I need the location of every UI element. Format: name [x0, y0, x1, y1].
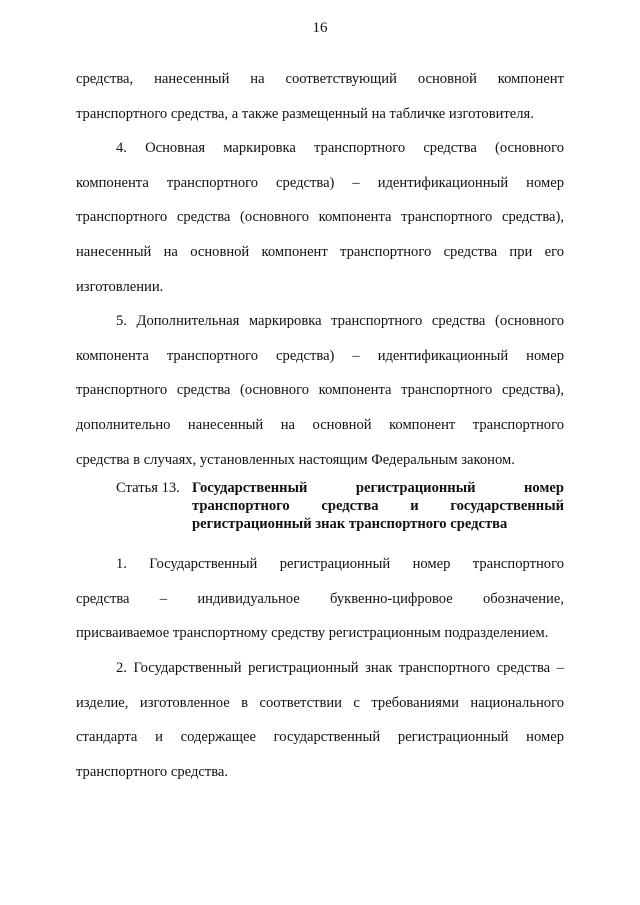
text-line: 2. Государственный регистрационный знак транспортного средства –: [116, 659, 564, 676]
text-line: изделие, изготовленное в соответствии с требованиями национального: [76, 694, 564, 711]
text-line: присваиваемое транспортному средству регистрационным подразделением.: [76, 625, 549, 642]
page-number: 16: [312, 20, 328, 36]
article-title-line: регистрационный знак транспортного средства: [192, 516, 508, 533]
article-title-line: Государственный регистрационный номер: [192, 480, 564, 497]
text-line: компонента транспортного средства) – идентификационный номер: [76, 174, 564, 191]
article-title: [192, 479, 564, 533]
text-line: компонента транспортного средства) – идентификационный номер: [76, 347, 564, 364]
text-line: 5. Дополнительная маркировка транспортного средства (основного: [116, 313, 564, 330]
article-heading: [76, 479, 564, 533]
text-line: средства – индивидуальное буквенно-цифровое обозначение,: [76, 590, 564, 607]
paragraph-item-5: [76, 304, 564, 477]
text-line: транспортного средства (основного компонента транспортного средства),: [76, 382, 564, 399]
text-line: средства в случаях, установленных настоящим Федеральным законом.: [76, 451, 515, 468]
text-line: средства, нанесенный на соответствующий основной компонент: [76, 71, 564, 87]
text-line: транспортного средства.: [76, 763, 229, 780]
text-line: стандарта и содержащее государственный регистрационный номер: [76, 729, 564, 746]
article-label: Статья 13.: [116, 480, 180, 497]
text-line: дополнительно нанесенный на основной компонент транспортного: [76, 416, 564, 433]
paragraph-article-13-item-1: [76, 547, 564, 651]
text-line: нанесенный на основной компонент транспортного средства при его: [76, 243, 564, 260]
document-body: [76, 62, 564, 789]
article-title-line: транспортного средства и государственный: [192, 498, 564, 515]
text-line: 1. Государственный регистрационный номер транспортного: [116, 556, 564, 573]
paragraph-item-4: [76, 131, 564, 304]
text-line: транспортного средства (основного компонента транспортного средства),: [76, 209, 564, 226]
paragraph-article-13-item-2: [76, 651, 564, 789]
paragraph-continuation: [76, 62, 564, 131]
text-line: транспортного средства, а также размещенный на табличке изготовителя.: [76, 105, 534, 122]
text-line: 4. Основная маркировка транспортного средства (основного: [116, 140, 564, 157]
text-line: изготовлении.: [76, 278, 164, 295]
